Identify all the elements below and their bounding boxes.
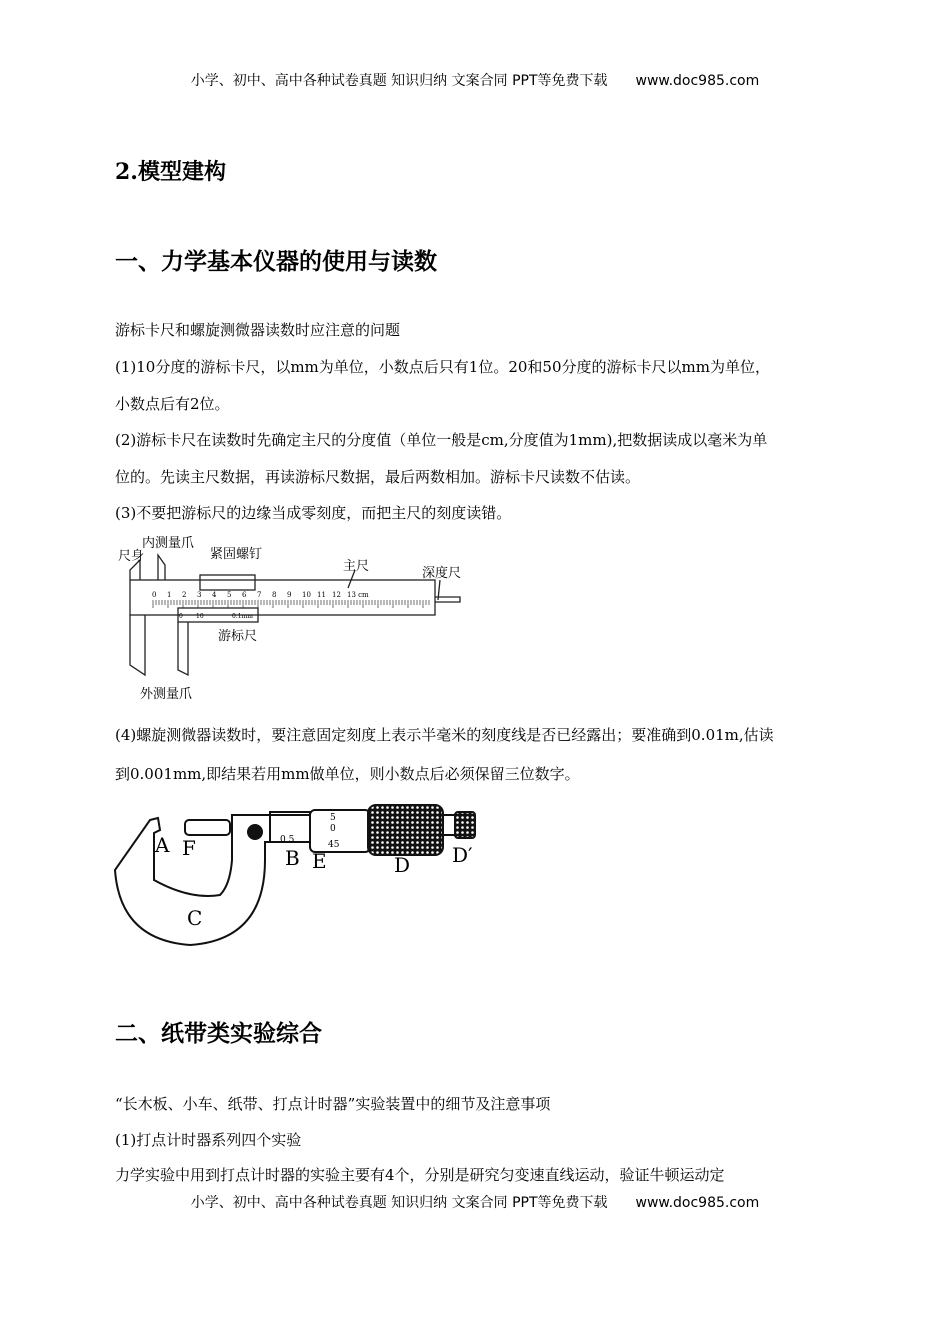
label-inner-jaws: 内测量爪	[142, 536, 195, 551]
scale-label: 13 cm	[347, 591, 369, 599]
scale-label: 0	[152, 591, 157, 599]
footer-site[interactable]: www.doc985.com	[635, 1195, 760, 1211]
paragraph-line: (1)打点计时器系列四个实验	[115, 1131, 302, 1149]
scale-label: 6	[242, 591, 247, 599]
paragraph-line: (4)螺旋测微器读数时，要注意固定刻度上表示半毫米的刻度线是否已经露出；要准确到0.01m,估读	[115, 726, 774, 744]
vernier-label: 10	[196, 613, 204, 620]
scale-label: 8	[272, 591, 277, 599]
label-main-scale: 主尺	[343, 559, 370, 574]
thimble-scale: 45	[328, 840, 340, 850]
vernier-label: 0.1mm	[232, 613, 253, 620]
label-e: E	[312, 849, 327, 873]
scale-label: 11	[317, 591, 326, 599]
paragraph-line: (3)不要把游标尺的边缘当成零刻度，而把主尺的刻度读错。	[115, 504, 512, 522]
paragraph-line: 游标卡尺和螺旋测微器读数时应注意的问题	[115, 321, 401, 339]
paragraph-line: (2)游标卡尺在读数时先确定主尺的分度值（单位一般是cm,分度值为1mm),把数据读成以毫米为单	[115, 431, 768, 449]
label-depth-rod: 深度尺	[422, 566, 462, 581]
label-ruler-body: 尺身	[118, 549, 145, 564]
label-c: C	[187, 906, 203, 930]
thimble-scale: 5	[330, 813, 336, 823]
header-site[interactable]: www.doc985.com	[635, 73, 760, 89]
scale-label: 1	[167, 591, 172, 599]
label-vernier-scale: 游标尺	[218, 629, 258, 644]
scale-label: 5	[227, 591, 232, 599]
paragraph-line: 小数点后有2位。	[115, 395, 230, 413]
footer-text: 小学、初中、高中各种试卷真题 知识归纳 文案合同 PPT等免费下载	[190, 1195, 608, 1211]
scale-label: 7	[257, 591, 262, 599]
vernier-label: 0	[179, 613, 183, 620]
thimble-scale: 0	[330, 824, 336, 834]
scale-label: 4	[212, 591, 217, 599]
scale-label: 9	[287, 591, 292, 599]
paragraph-line: (1)10分度的游标卡尺，以mm为单位，小数点后只有1位。20和50分度的游标卡尺以mm为单位，	[115, 358, 770, 376]
paragraph-line: 到0.001mm,即结果若用mm做单位，则小数点后必须保留三位数字。	[115, 765, 580, 783]
label-lock-screw: 紧固螺钉	[210, 547, 263, 562]
scale-label: 3	[197, 591, 202, 599]
label-d-prime: D′	[452, 843, 473, 867]
sleeve-scale: 0 5	[280, 835, 295, 845]
section-title: 2.模型建构	[115, 159, 226, 185]
scale-label: 10	[302, 591, 311, 599]
page-footer	[0, 1192, 950, 1212]
vernier-caliper-figure	[110, 530, 480, 705]
header-text: 小学、初中、高中各种试卷真题 知识归纳 文案合同 PPT等免费下载	[190, 73, 608, 89]
scale-label: 2	[182, 591, 187, 599]
paragraph-line: 位的。先读主尺数据，再读游标尺数据，最后两数相加。游标卡尺读数不估读。	[115, 468, 641, 486]
micrometer-figure	[110, 800, 490, 950]
label-b: B	[285, 846, 300, 870]
scale-label: 12	[332, 591, 341, 599]
label-a: A	[155, 833, 170, 857]
label-d: D	[394, 853, 411, 877]
label-f: F	[182, 836, 196, 860]
paragraph-line: 力学实验中用到打点计时器的实验主要有4个，分别是研究匀变速直线运动，验证牛顿运动定	[115, 1166, 725, 1184]
page-header	[0, 70, 950, 90]
label-outer-jaws: 外测量爪	[140, 687, 193, 702]
heading-1: 一、力学基本仪器的使用与读数	[115, 248, 437, 275]
paragraph-line: “长木板、小车、纸带、打点计时器”实验装置中的细节及注意事项	[115, 1095, 551, 1113]
heading-2: 二、纸带类实验综合	[115, 1020, 322, 1047]
